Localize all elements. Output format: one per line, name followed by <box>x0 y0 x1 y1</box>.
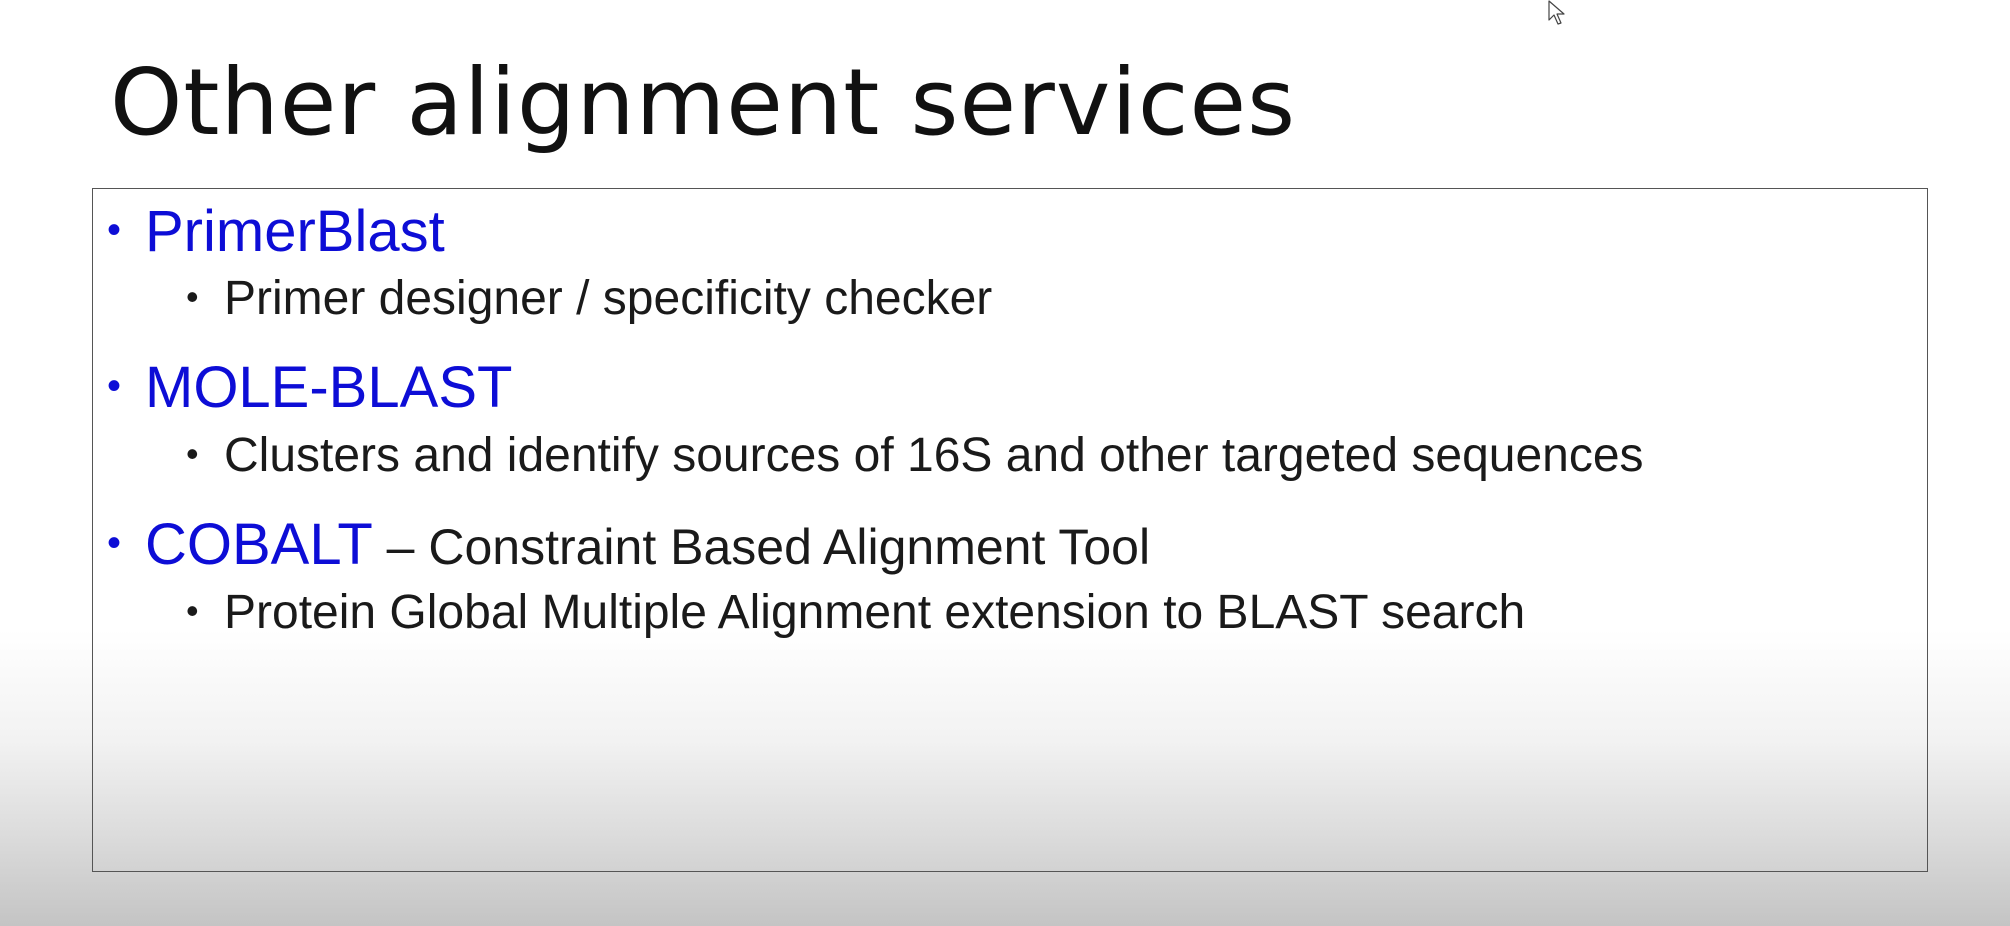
bullet-suffix-cobalt: – Constraint Based Alignment Tool <box>372 519 1151 575</box>
mouse-cursor-icon <box>1548 0 1568 26</box>
bullet-dot-icon: • <box>107 364 122 408</box>
sub-bullet-dot-icon: • <box>186 590 199 631</box>
content-box <box>92 188 1928 872</box>
sub-bullet-primerblast <box>186 272 993 325</box>
bullet-label-mole-blast[interactable]: MOLE-BLAST <box>145 355 513 420</box>
bullet-label-primerblast[interactable]: PrimerBlast <box>145 199 445 264</box>
bullet-dot-icon: • <box>107 521 122 565</box>
sub-bullet-dot-icon: • <box>186 276 199 317</box>
slide-title: Other alignment services <box>110 49 1296 156</box>
sub-bullet-dot-icon: • <box>186 433 199 474</box>
bullet-dot-icon: • <box>107 208 122 252</box>
sub-bullet-text: Clusters and identify sources of 16S and other targeted sequences <box>224 429 1644 482</box>
sub-bullet-text: Primer designer / specificity checker <box>224 272 993 325</box>
bullet-label-cobalt[interactable]: COBALT <box>145 512 373 577</box>
bullet-cobalt <box>107 512 1151 577</box>
sub-bullet-text: Protein Global Multiple Alignment extension to BLAST search <box>224 586 1526 639</box>
sub-bullet-mole-blast <box>186 429 1644 482</box>
bullet-primerblast <box>107 199 445 264</box>
bullet-mole-blast <box>107 355 513 420</box>
sub-bullet-cobalt <box>186 586 1526 639</box>
